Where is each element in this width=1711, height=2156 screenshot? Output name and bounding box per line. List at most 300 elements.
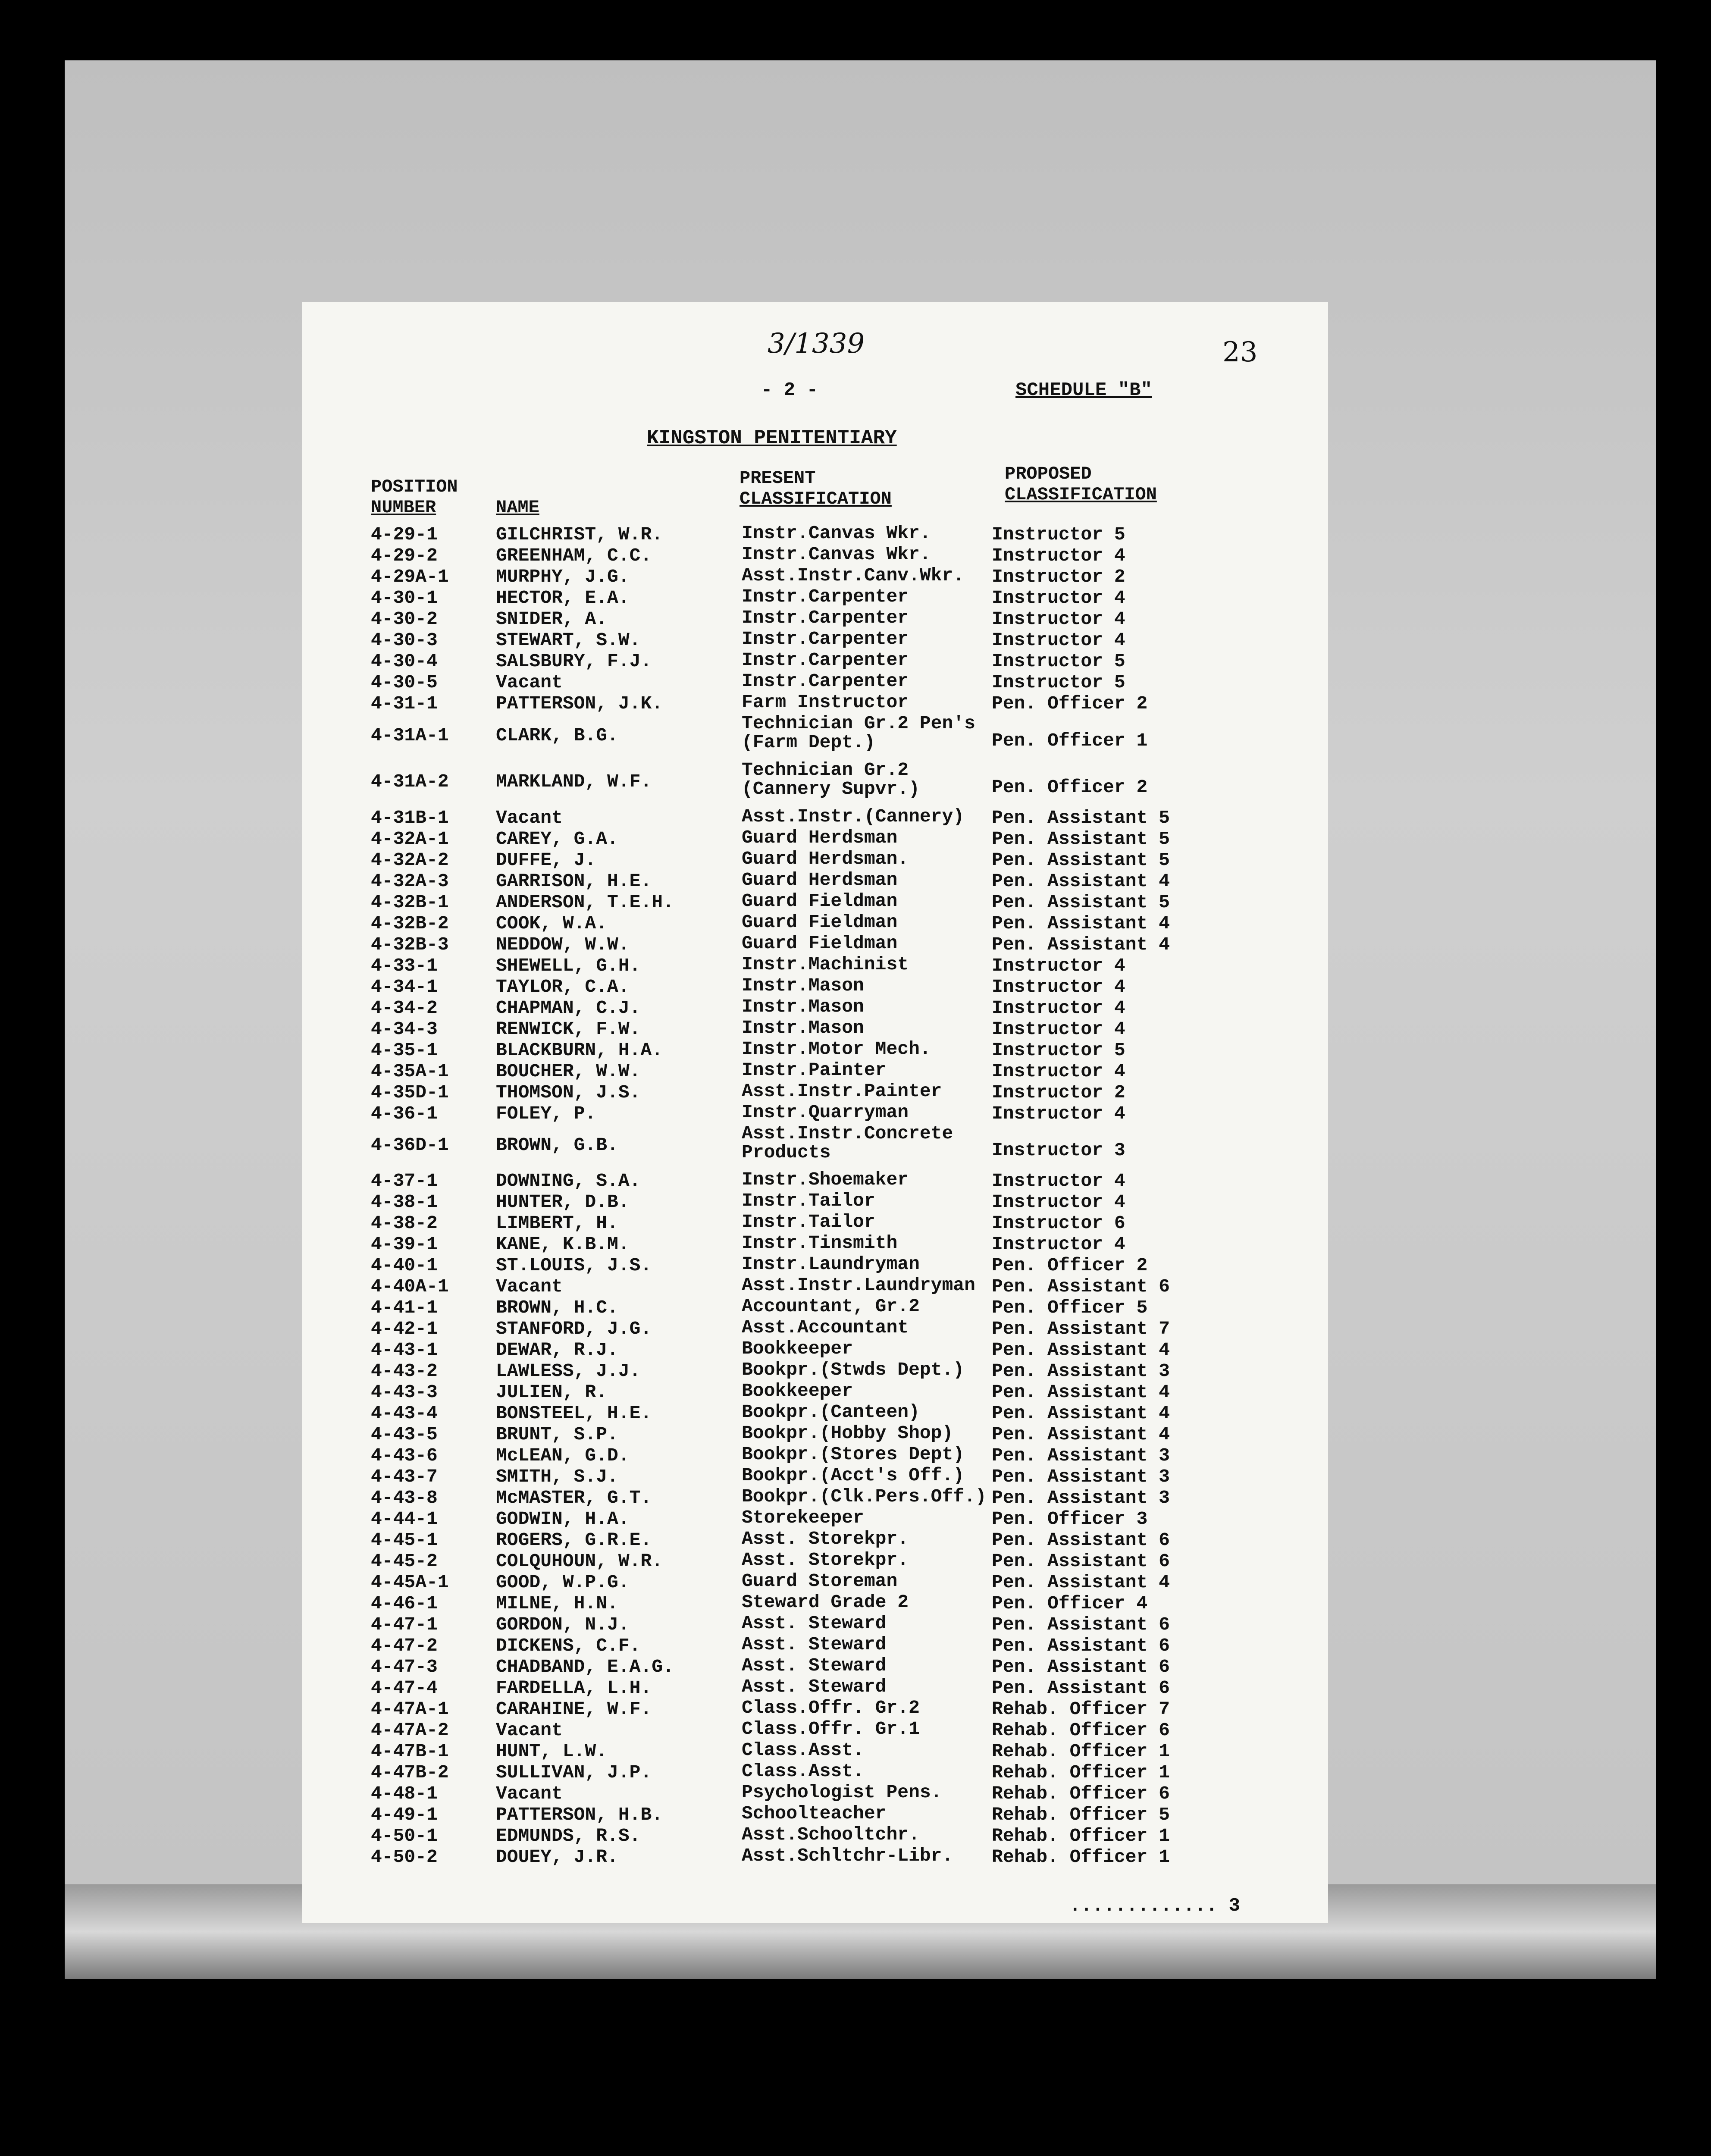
proposed-classification: Instructor 4: [992, 1018, 1125, 1040]
proposed-classification: Pen. Assistant 6: [992, 1656, 1170, 1678]
position-number: 4-46-1: [371, 1593, 438, 1614]
table-row: [371, 1845, 1276, 1868]
present-classification: [742, 1846, 953, 1865]
handwritten-file-reference: 3/1339: [768, 328, 865, 360]
employee-name: DEWAR, R.J.: [496, 1339, 618, 1361]
employee-name: PATTERSON, J.K.: [496, 693, 663, 714]
position-number: 4-29-1: [371, 524, 438, 545]
position-number: 4-43-8: [371, 1487, 438, 1509]
header-proposed-line2: CLASSIFICATION: [1005, 484, 1157, 505]
position-number: 4-32A-1: [371, 828, 449, 849]
present-classification-line: Asst. Steward: [742, 1634, 887, 1655]
employee-name: MURPHY, J.G.: [496, 566, 630, 587]
header-present-line2: CLASSIFICATION: [740, 489, 892, 509]
position-number: 4-43-1: [371, 1339, 438, 1361]
employee-name: GOOD, W.P.G.: [496, 1572, 630, 1593]
table-row: [371, 1634, 1276, 1657]
present-classification-line: Technician Gr.2 Pen's: [742, 713, 975, 734]
employee-name: Vacant: [496, 807, 563, 828]
header-proposed-line1: PROPOSED: [1005, 464, 1092, 484]
position-number: 4-47-1: [371, 1614, 438, 1636]
table-row: [371, 1017, 1276, 1040]
present-classification: [742, 997, 864, 1016]
employee-name: ROGERS, G.R.E.: [496, 1529, 652, 1551]
employee-name: TAYLOR, C.A.: [496, 976, 630, 997]
position-number: 4-32A-2: [371, 849, 449, 871]
proposed-classification: Instructor 4: [992, 587, 1125, 608]
position-number: 4-29-2: [371, 545, 438, 566]
table-row: [371, 1803, 1276, 1826]
present-classification: [742, 934, 897, 953]
position-number: 4-43-3: [371, 1382, 438, 1403]
present-classification-line: Instr.Mason: [742, 975, 864, 996]
employee-name: DICKENS, C.F.: [496, 1635, 641, 1657]
proposed-classification: Pen. Assistant 5: [992, 891, 1170, 913]
present-classification: [742, 524, 931, 543]
position-number: 4-47A-1: [371, 1698, 449, 1720]
header-position-line2: NUMBER: [371, 497, 436, 518]
proposed-classification: Instructor 4: [992, 1060, 1125, 1082]
employee-name: STANFORD, J.G.: [496, 1318, 652, 1340]
present-classification: [742, 1572, 897, 1591]
proposed-classification: Rehab. Officer 6: [992, 1783, 1170, 1805]
employee-name: DUFFE, J.: [496, 849, 596, 871]
header-present-line1: PRESENT: [740, 468, 816, 489]
present-classification-line: Instr.Tailor: [742, 1211, 875, 1233]
present-classification-line: Psychologist Pens.: [742, 1782, 942, 1803]
employee-name: GODWIN, H.A.: [496, 1508, 630, 1530]
proposed-classification: Instructor 4: [992, 1234, 1125, 1255]
present-classification: [742, 693, 909, 712]
proposed-classification: Pen. Assistant 6: [992, 1614, 1170, 1636]
present-classification: [742, 1318, 909, 1337]
proposed-classification: Instructor 4: [992, 630, 1125, 651]
present-classification-line: Instr.Carpenter: [742, 671, 909, 692]
proposed-classification: Instructor 5: [992, 651, 1125, 672]
position-number: 4-32B-3: [371, 934, 449, 955]
proposed-classification: Pen. Assistant 4: [992, 1424, 1170, 1445]
header-position-line1: POSITION: [371, 476, 458, 497]
table-row: [371, 890, 1276, 913]
proposed-classification: Rehab. Officer 5: [992, 1804, 1170, 1826]
proposed-classification: Pen. Assistant 3: [992, 1466, 1170, 1488]
table-row: [371, 1296, 1276, 1319]
position-number: 4-30-4: [371, 651, 438, 672]
proposed-classification: Pen. Assistant 4: [992, 912, 1170, 934]
table-row: [371, 1528, 1276, 1551]
present-classification: [742, 1360, 964, 1379]
position-number: 4-33-1: [371, 955, 438, 976]
table-row: [371, 1718, 1276, 1741]
table-row: [371, 1359, 1276, 1382]
position-number: 4-48-1: [371, 1783, 438, 1805]
table-row: [371, 1507, 1276, 1530]
present-classification-line: Instr.Laundryman: [742, 1253, 920, 1275]
employee-name: CLARK, B.G.: [496, 724, 618, 746]
employee-name: KANE, K.B.M.: [496, 1234, 630, 1255]
table-row: [371, 1317, 1276, 1340]
present-classification: [742, 1170, 909, 1189]
table-row: [371, 975, 1276, 997]
present-classification-line: Bookpr.(Clk.Pers.Off.): [742, 1486, 987, 1507]
position-number: 4-49-1: [371, 1804, 438, 1826]
employee-name: EDMUNDS, R.S.: [496, 1825, 641, 1847]
present-classification: [742, 871, 897, 890]
present-classification: [742, 1276, 975, 1295]
table-row: [371, 565, 1276, 587]
position-number: 4-35D-1: [371, 1081, 449, 1103]
present-classification: [742, 1082, 942, 1101]
proposed-classification: Instructor 2: [992, 1081, 1125, 1103]
present-classification-line: Instr.Canvas Wkr.: [742, 523, 931, 544]
position-number: 4-31B-1: [371, 807, 449, 828]
page-marker: - 2 -: [761, 379, 818, 401]
present-classification-line: Guard Herdsman.: [742, 848, 909, 869]
position-number: 4-34-1: [371, 976, 438, 997]
present-classification-line: Class.Asst.: [742, 1739, 864, 1761]
position-number: 4-30-1: [371, 587, 438, 608]
present-classification: [742, 1635, 886, 1654]
position-number: 4-38-1: [371, 1191, 438, 1213]
employee-name: STEWART, S.W.: [496, 630, 641, 651]
proposed-classification: Instructor 4: [992, 1170, 1125, 1192]
employee-name: HECTOR, E.A.: [496, 587, 630, 608]
employee-name: ANDERSON, T.E.H.: [496, 891, 674, 913]
table-row: [371, 1122, 1276, 1163]
position-number: 4-43-2: [371, 1360, 438, 1382]
employee-name: SALSBURY, F.J.: [496, 651, 652, 672]
table-row: [371, 953, 1276, 976]
employee-name: BONSTEEL, H.E.: [496, 1403, 652, 1424]
position-number: 4-30-5: [371, 672, 438, 693]
present-classification-line: Asst. Steward: [742, 1655, 887, 1677]
table-row: [371, 996, 1276, 1018]
table-row: [371, 1232, 1276, 1255]
present-classification-line: Bookpr.(Acct's Off.): [742, 1465, 965, 1486]
present-classification-line: Accountant, Gr.2: [742, 1296, 920, 1317]
table-row: [371, 1465, 1276, 1488]
position-number: 4-32A-3: [371, 870, 449, 892]
present-classification: [742, 651, 909, 670]
present-classification: [742, 587, 909, 606]
proposed-classification: Instructor 4: [992, 976, 1125, 997]
present-classification: [742, 630, 909, 649]
position-number: 4-35-1: [371, 1039, 438, 1061]
present-classification-line: Guard Fieldman: [742, 911, 898, 933]
present-classification-line: Instr.Carpenter: [742, 607, 909, 628]
present-classification: [742, 1466, 964, 1485]
table-row: [371, 1038, 1276, 1061]
position-number: 4-45-1: [371, 1529, 438, 1551]
employee-name: Vacant: [496, 1783, 563, 1805]
present-classification: [742, 1741, 864, 1760]
table-row: [371, 1739, 1276, 1762]
position-number: 4-36-1: [371, 1103, 438, 1124]
employee-name: SNIDER, A.: [496, 608, 608, 630]
employee-name: SULLIVAN, J.P.: [496, 1762, 652, 1783]
present-classification: [742, 1445, 964, 1464]
proposed-classification: Pen. Assistant 6: [992, 1276, 1170, 1297]
header-name: NAME: [496, 497, 539, 518]
table-row: [371, 628, 1276, 651]
present-classification-line: Guard Herdsman: [742, 827, 898, 848]
present-classification-line: (Farm Dept.): [742, 732, 875, 753]
present-classification-line: Class.Offr. Gr.2: [742, 1697, 920, 1719]
table-row: [371, 1380, 1276, 1403]
present-classification: [742, 672, 909, 691]
position-number: 4-40-1: [371, 1255, 438, 1276]
proposed-classification: Pen. Assistant 5: [992, 849, 1170, 871]
present-classification: [742, 1018, 864, 1037]
employee-name: CARAHINE, W.F.: [496, 1698, 652, 1720]
present-classification: [742, 1191, 875, 1210]
proposed-classification: Rehab. Officer 7: [992, 1698, 1170, 1720]
present-classification: [742, 1825, 920, 1844]
table-row: [371, 1423, 1276, 1445]
present-classification-line: (Cannery Supvr.): [742, 778, 920, 799]
present-classification-line: Guard Fieldman: [742, 890, 898, 912]
table-row: [371, 1401, 1276, 1424]
employee-name: HUNTER, D.B.: [496, 1191, 630, 1213]
employee-name: CHADBAND, E.A.G.: [496, 1656, 674, 1678]
proposed-classification: Rehab. Officer 6: [992, 1720, 1170, 1741]
header-present-classification: [740, 468, 892, 509]
employee-name: COOK, W.A.: [496, 912, 608, 934]
present-classification: [742, 1762, 864, 1781]
employee-name: LIMBERT, H.: [496, 1213, 618, 1234]
employee-name: FARDELLA, L.H.: [496, 1677, 652, 1699]
present-classification: [742, 1593, 909, 1612]
position-number: 4-47A-2: [371, 1720, 449, 1741]
proposed-classification: Pen. Assistant 4: [992, 870, 1170, 892]
table-row: [371, 586, 1276, 608]
position-number: 4-40A-1: [371, 1276, 449, 1297]
table-row: [371, 1444, 1276, 1467]
present-classification: [742, 976, 864, 995]
employee-name: GORDON, N.J.: [496, 1614, 630, 1636]
table-row: [371, 1101, 1276, 1124]
position-number: 4-34-3: [371, 1018, 438, 1040]
table-row: [371, 1782, 1276, 1805]
present-classification: [742, 1103, 909, 1122]
present-classification-line: Bookpr.(Stores Dept): [742, 1444, 965, 1465]
present-classification: [742, 849, 909, 868]
employee-name: COLQUHOUN, W.R.: [496, 1551, 663, 1572]
present-classification: [742, 1424, 953, 1443]
present-classification-line: Instr.Tailor: [742, 1190, 875, 1212]
table-row: [371, 1211, 1276, 1234]
proposed-classification: Pen. Officer 3: [992, 1508, 1148, 1530]
present-classification: [742, 1529, 909, 1548]
position-number: 4-32B-2: [371, 912, 449, 934]
present-classification-line: Guard Fieldman: [742, 932, 898, 954]
table-row: [371, 1655, 1276, 1678]
proposed-classification: Pen. Assistant 5: [992, 807, 1170, 828]
present-classification-line: Instr.Canvas Wkr.: [742, 544, 931, 565]
table-row: [371, 1338, 1276, 1361]
table-row: [371, 1697, 1276, 1720]
present-classification-line: Class.Asst.: [742, 1761, 864, 1782]
present-classification-line: Instr.Tinsmith: [742, 1232, 898, 1254]
table-row: [371, 1570, 1276, 1593]
table-row: [371, 848, 1276, 871]
proposed-classification: Pen. Assistant 6: [992, 1551, 1170, 1572]
proposed-classification: Instructor 4: [992, 545, 1125, 566]
table-row: [371, 544, 1276, 566]
employee-name: SHEWELL, G.H.: [496, 955, 641, 976]
proposed-classification: Pen. Assistant 5: [992, 828, 1170, 849]
table-row: [371, 1190, 1276, 1213]
employee-name: McMASTER, G.T.: [496, 1487, 652, 1509]
present-classification-line: Guard Storeman: [742, 1570, 898, 1592]
present-classification: [742, 1382, 853, 1401]
position-number: 4-32B-1: [371, 891, 449, 913]
present-classification-line: Asst. Steward: [742, 1676, 887, 1698]
present-classification-line: Instr.Motor Mech.: [742, 1038, 931, 1059]
present-classification: [742, 545, 931, 564]
employee-name: BOUCHER, W.W.: [496, 1060, 641, 1082]
table-row: [371, 713, 1276, 753]
schedule-label: SCHEDULE "B": [1015, 379, 1152, 401]
employee-name: GILCHRIST, W.R.: [496, 524, 663, 545]
position-number: 4-30-2: [371, 608, 438, 630]
table-row: [371, 911, 1276, 934]
position-number: 4-47B-2: [371, 1762, 449, 1783]
proposed-classification: Pen. Assistant 6: [992, 1529, 1170, 1551]
present-classification-line: Instr.Carpenter: [742, 628, 909, 649]
present-classification: [742, 1234, 897, 1253]
proposed-classification: Pen. Assistant 4: [992, 1403, 1170, 1424]
proposed-classification: Rehab. Officer 1: [992, 1762, 1170, 1783]
position-number: 4-43-5: [371, 1424, 438, 1445]
present-classification: [742, 1213, 875, 1232]
table-row: [371, 1549, 1276, 1572]
table-row: [371, 1275, 1276, 1297]
present-classification-line: Asst.Schooltchr.: [742, 1824, 920, 1846]
present-classification: [742, 1403, 920, 1422]
employee-name: BROWN, H.C.: [496, 1297, 618, 1319]
present-classification-line: Bookpr.(Canteen): [742, 1401, 920, 1423]
position-number: 4-36D-1: [371, 1134, 449, 1156]
position-number: 4-43-4: [371, 1403, 438, 1424]
document-page: [302, 302, 1328, 1923]
employee-name: DOWNING, S.A.: [496, 1170, 641, 1192]
table-row: [371, 805, 1276, 828]
present-classification: [742, 1487, 987, 1506]
position-number: 4-38-2: [371, 1213, 438, 1234]
present-classification-line: Instr.Shoemaker: [742, 1169, 909, 1191]
present-classification-line: Asst.Accountant: [742, 1317, 909, 1338]
position-number: 4-43-7: [371, 1466, 438, 1488]
position-number: 4-31A-1: [371, 724, 449, 746]
present-classification: [742, 1508, 864, 1527]
present-classification-line: Asst.Instr.Painter: [742, 1080, 942, 1102]
employee-name: HUNT, L.W.: [496, 1741, 608, 1762]
table-row: [371, 1676, 1276, 1699]
present-classification: [742, 1297, 920, 1316]
present-classification: [742, 1255, 920, 1274]
employee-name: MILNE, H.N.: [496, 1593, 618, 1614]
proposed-classification: Pen. Assistant 6: [992, 1677, 1170, 1699]
employee-name: JULIEN, R.: [496, 1382, 608, 1403]
table-row: [371, 523, 1276, 545]
present-classification-line: Asst.Instr.Canv.Wkr.: [742, 565, 965, 586]
present-classification-line: Steward Grade 2: [742, 1592, 909, 1613]
position-number: 4-34-2: [371, 997, 438, 1018]
position-number: 4-31-1: [371, 693, 438, 714]
employee-name: THOMSON, J.S.: [496, 1081, 641, 1103]
proposed-classification: Instructor 4: [992, 955, 1125, 976]
table-row: [371, 1824, 1276, 1847]
table-row: [371, 1486, 1276, 1509]
present-classification-line: Instr.Carpenter: [742, 586, 909, 607]
proposed-classification: Instructor 4: [992, 997, 1125, 1018]
present-classification: [742, 1614, 886, 1633]
present-classification-line: Farm Instructor: [742, 692, 909, 713]
proposed-classification: Instructor 2: [992, 566, 1125, 587]
present-classification-line: Schoolteacher: [742, 1803, 887, 1824]
present-classification-line: Instr.Machinist: [742, 953, 909, 975]
present-classification-line: Instr.Carpenter: [742, 649, 909, 671]
proposed-classification: Pen. Assistant 4: [992, 1572, 1170, 1593]
table-row: [371, 1080, 1276, 1103]
present-classification-line: Instr.Quarryman: [742, 1101, 909, 1123]
table-row: [371, 1761, 1276, 1783]
employee-name: PATTERSON, H.B.: [496, 1804, 663, 1826]
employee-name: RENWICK, F.W.: [496, 1018, 641, 1040]
position-number: 4-44-1: [371, 1508, 438, 1530]
table-row: [371, 759, 1276, 799]
employee-name: GREENHAM, C.C.: [496, 545, 652, 566]
position-number: 4-45A-1: [371, 1572, 449, 1593]
continued-marker: ............. 3: [1069, 1895, 1241, 1917]
present-classification-line: Guard Herdsman: [742, 869, 898, 890]
proposed-classification: Rehab. Officer 1: [992, 1825, 1170, 1847]
present-classification: [742, 1804, 886, 1823]
present-classification-line: Asst.Instr.Laundryman: [742, 1275, 975, 1296]
present-classification-line: Asst. Storekpr.: [742, 1528, 909, 1550]
position-number: 4-30-3: [371, 630, 438, 651]
page-stamp-number: 23: [1222, 336, 1258, 368]
present-classification: [742, 1783, 942, 1802]
present-classification: [742, 714, 975, 752]
present-classification-line: Asst. Steward: [742, 1613, 887, 1634]
proposed-classification: Instructor 4: [992, 1103, 1125, 1124]
position-number: 4-47-2: [371, 1635, 438, 1657]
present-classification-line: Asst. Storekpr.: [742, 1549, 909, 1571]
position-number: 4-43-6: [371, 1445, 438, 1467]
proposed-classification: Pen. Officer 2: [992, 1255, 1148, 1276]
present-classification: [742, 761, 920, 799]
employee-name: GARRISON, H.E.: [496, 870, 652, 892]
proposed-classification: Pen. Assistant 7: [992, 1318, 1170, 1340]
table-row: [371, 1059, 1276, 1082]
proposed-classification: Pen. Officer 1: [992, 730, 1148, 751]
present-classification: [742, 1551, 909, 1570]
position-number: 4-29A-1: [371, 566, 449, 587]
table-row: [371, 869, 1276, 892]
proposed-classification: Pen. Officer 2: [992, 776, 1148, 798]
proposed-classification: Pen. Assistant 4: [992, 1339, 1170, 1361]
present-classification: [742, 608, 909, 627]
present-classification: [742, 1677, 886, 1696]
present-classification-line: Bookkeeper: [742, 1338, 853, 1360]
position-number: 4-39-1: [371, 1234, 438, 1255]
position-number: 4-42-1: [371, 1318, 438, 1340]
position-number: 4-47-3: [371, 1656, 438, 1678]
employee-name: McLEAN, G.D.: [496, 1445, 630, 1467]
position-number: 4-37-1: [371, 1170, 438, 1192]
